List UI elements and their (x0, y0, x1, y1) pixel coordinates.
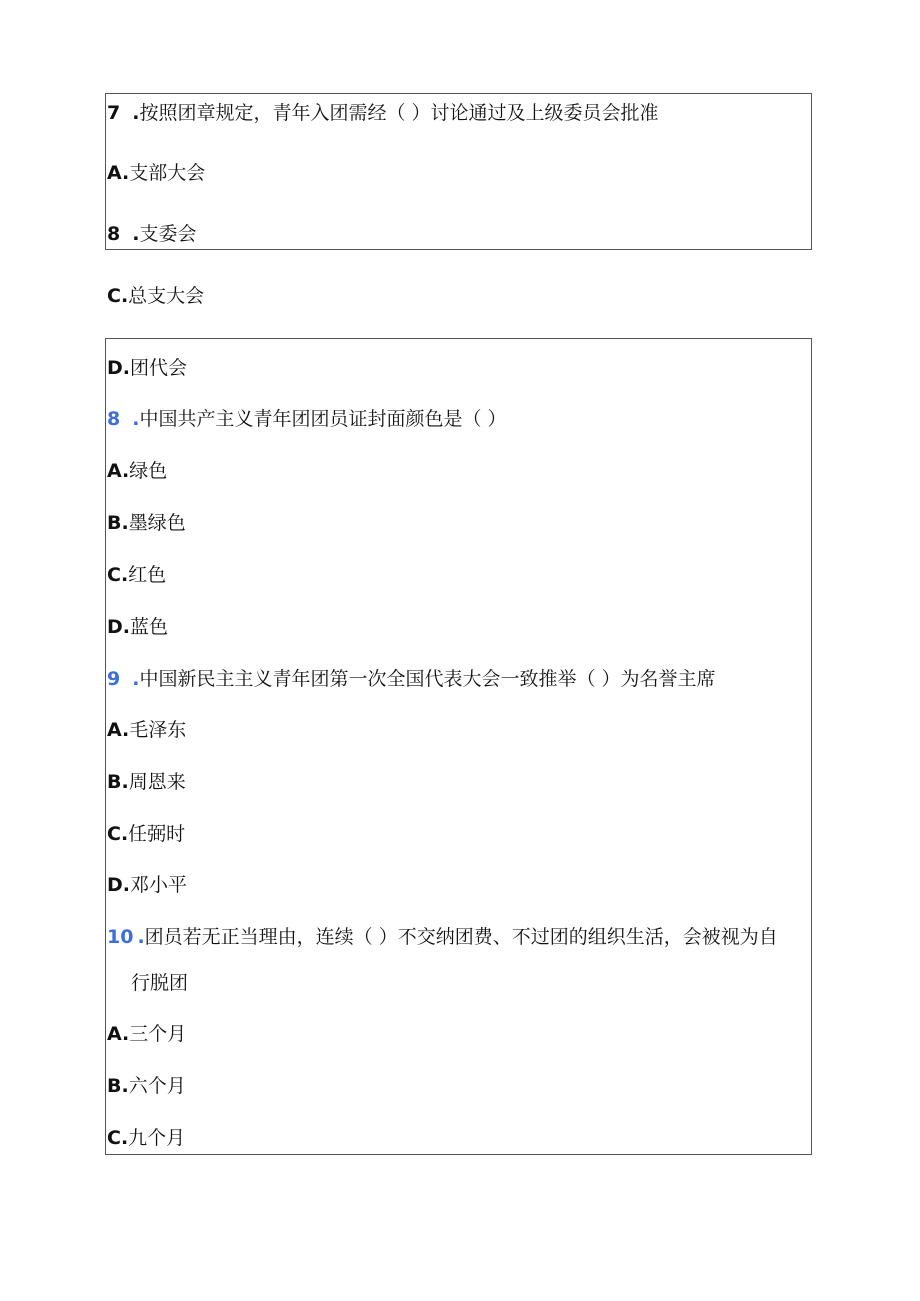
question-number: 7 (107, 102, 121, 124)
option-letter: B. (107, 512, 129, 534)
option-text: 邓小平 (130, 874, 188, 896)
option-item (107, 283, 204, 309)
question-text: 团员若无正当理由，连续（ ）不交纳团费、不过团的组织生活，会被视为自 (144, 926, 778, 948)
option-letter: C. (107, 564, 129, 586)
question-separator: . (132, 668, 140, 690)
option-text: 三个月 (129, 1023, 187, 1045)
option-text: 墨绿色 (128, 512, 186, 534)
option-text: 总支大会 (128, 285, 205, 307)
option-text: 支委会 (139, 223, 197, 245)
question-separator: . (132, 408, 140, 430)
option-text: 九个月 (128, 1127, 186, 1149)
option-separator: . (132, 223, 140, 245)
option-letter: A. (107, 719, 130, 741)
option-item (107, 510, 186, 536)
question-text-continuation: 行脱团 (131, 972, 189, 994)
option-letter: D. (107, 616, 130, 638)
question-text: 中国共产主义青年团团员证封面颜色是（ ） (139, 408, 507, 430)
option-text: 周恩来 (128, 771, 186, 793)
option-item (107, 562, 166, 588)
question-text: 按照团章规定，青年入团需经（ ）讨论通过及上级委员会批准 (139, 102, 659, 124)
option-item (107, 1021, 186, 1047)
option-item (107, 769, 186, 795)
option-item (107, 821, 185, 847)
question-box-main (105, 338, 812, 1155)
option-text: 蓝色 (130, 616, 169, 638)
option-letter: B. (107, 771, 129, 793)
option-letter: B. (107, 1075, 129, 1097)
question-number: 8 (107, 408, 121, 430)
option-text: 六个月 (128, 1075, 186, 1097)
option-letter: 8 (107, 223, 121, 245)
option-letter: C. (107, 823, 129, 845)
option-item (107, 458, 167, 484)
question-10 (107, 924, 778, 950)
option-letter: D. (107, 357, 130, 379)
option-letter: A. (107, 162, 130, 184)
option-text: 团代会 (130, 357, 188, 379)
option-text: 毛泽东 (129, 719, 187, 741)
option-item (107, 355, 187, 381)
question-8 (107, 406, 507, 432)
question-separator: . (137, 926, 145, 948)
option-item (107, 717, 186, 743)
question-text: 中国新民主主义青年团第一次全国代表大会一致推举（ ）为名誉主席 (139, 668, 716, 690)
option-text: 支部大会 (129, 162, 206, 184)
option-letter: C. (107, 1127, 129, 1149)
option-item (107, 1073, 186, 1099)
option-item (107, 1125, 185, 1151)
option-text: 红色 (128, 564, 167, 586)
question-7 (107, 100, 659, 126)
question-number: 10 (107, 926, 134, 948)
option-letter: D. (107, 874, 130, 896)
option-text: 绿色 (129, 460, 168, 482)
option-text: 任弼时 (128, 823, 186, 845)
question-separator: . (132, 102, 140, 124)
option-item (107, 160, 205, 186)
option-letter: A. (107, 460, 130, 482)
question-9 (107, 666, 716, 692)
option-item (107, 614, 168, 640)
option-item (107, 872, 187, 898)
option-letter: C. (107, 285, 129, 307)
question-number: 9 (107, 668, 121, 690)
option-item (107, 221, 196, 247)
option-letter: A. (107, 1023, 130, 1045)
